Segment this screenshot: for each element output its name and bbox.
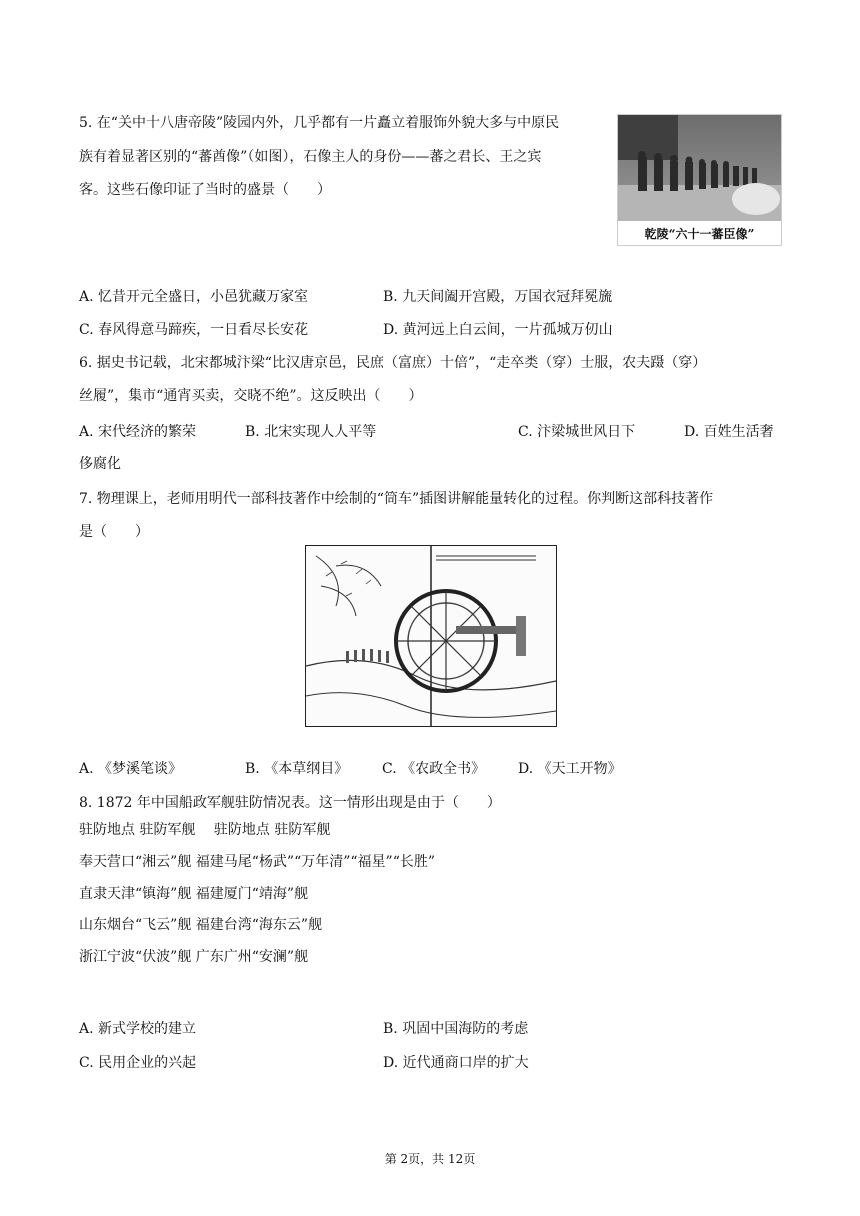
q5-option-d[interactable]: D. 黄河远上白云间，一片孤城万仞山 — [383, 322, 613, 338]
page-footer: 第 2页，共 12页 — [384, 1152, 476, 1166]
waterwheel-illustration — [306, 546, 556, 726]
q7-option-c[interactable]: C. 《农政全书》 — [382, 761, 486, 777]
q7-option-d[interactable]: D. 《天工开物》 — [518, 761, 622, 777]
q5-figure-stone-statues — [617, 114, 782, 246]
q6-stem-line-2: 丝履”，集市“通宵买卖，交晓不绝”。这反映出（ ） — [79, 388, 423, 404]
q5-option-a[interactable]: A. 忆昔开元全盛日，小邑犹藏万家室 — [79, 289, 309, 305]
q6-stem-line-1: 6. 据史书记载，北宋都城汴梁“比汉唐京邑，民庶（富庶）十倍”，“走卒类（穿）士服，农夫蹑（穿） — [79, 355, 707, 371]
q5-option-c[interactable]: C. 春风得意马蹄疾，一日看尽长安花 — [79, 322, 309, 338]
q6-option-d-wrap: 侈腐化 — [79, 456, 121, 472]
q5-stem-line-1: 5. 在“关中十八唐帝陵”陵园内外，几乎都有一片矗立着服饰外貌大多与中原民 — [79, 115, 560, 131]
q6-option-c[interactable]: C. 汴梁城世风日下 — [518, 424, 636, 440]
q7-option-a[interactable]: A. 《梦溪笔谈》 — [79, 761, 183, 777]
q7-option-b[interactable]: B. 《本草纲目》 — [245, 761, 349, 777]
q6-option-b[interactable]: B. 北宋实现人人平等 — [245, 424, 377, 440]
q8-table-header: 驻防地点 驻防军舰 驻防地点 驻防军舰 — [79, 822, 331, 838]
q8-option-d[interactable]: D. 近代通商口岸的扩大 — [383, 1055, 529, 1071]
q6-option-d[interactable]: D. 百姓生活奢 — [684, 424, 774, 440]
q6-option-a[interactable]: A. 宋代经济的繁荣 — [79, 424, 197, 440]
q5-stem-line-3: 客。这些石像印证了当时的盛景（ ） — [79, 182, 331, 198]
q7-figure-waterwheel-woodcut — [305, 545, 557, 727]
q8-option-a[interactable]: A. 新式学校的建立 — [79, 1021, 197, 1037]
q8-table-row-3: 山东烟台“飞云”舰 福建台湾“海东云”舰 — [79, 917, 323, 933]
stone-statues-photo — [618, 115, 781, 221]
q5-option-b[interactable]: B. 九天间阖开宫殿，万国衣冠拜冕旒 — [383, 289, 613, 305]
q8-table-row-2: 直隶天津“镇海”舰 福建厦门“靖海”舰 — [79, 886, 309, 902]
q8-table-row-4: 浙江宁波“伏波”舰 广东广州“安澜”舰 — [79, 949, 309, 965]
q8-stem: 8. 1872 年中国船政军舰驻防情况表。这一情形出现是由于（ ） — [79, 795, 501, 811]
q7-stem-line-2: 是（ ） — [79, 524, 149, 540]
q7-stem-line-1: 7. 物理课上，老师用明代一部科技著作中绘制的“筒车”插图讲解能量转化的过程。你判断这部科技著作 — [79, 491, 714, 507]
q8-option-b[interactable]: B. 巩固中国海防的考虑 — [383, 1021, 529, 1037]
q8-option-c[interactable]: C. 民用企业的兴起 — [79, 1055, 197, 1071]
q8-table-row-1: 奉天营口“湘云”舰 福建马尾“杨武”“万年清”“福星”“长胜” — [79, 854, 436, 870]
q5-figure-caption: 乾陵“六十一蕃臣像” — [644, 227, 755, 241]
q5-stem-line-2: 族有着显著区别的“蕃酋像”（如图），石像主人的身份——蕃之君长、王之宾 — [79, 149, 542, 165]
